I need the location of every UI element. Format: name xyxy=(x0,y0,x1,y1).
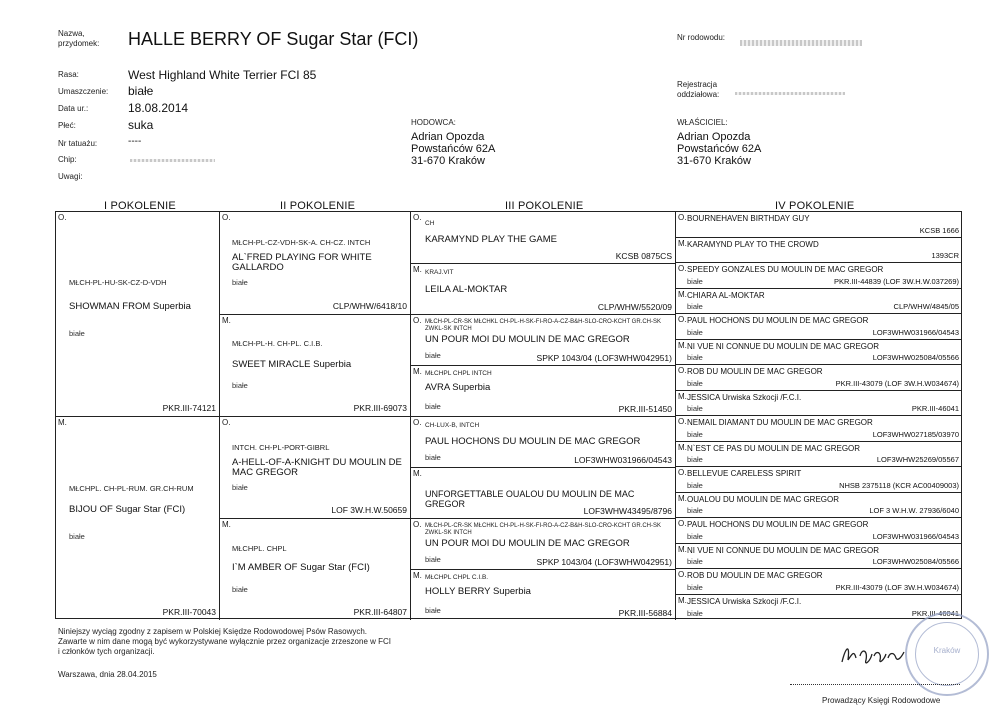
dog-name: HALLE BERRY OF Sugar Star (FCI) xyxy=(128,29,419,49)
dob-label: Data ur.: xyxy=(58,104,89,113)
pedigree-grid xyxy=(55,211,962,619)
breed-value: West Highland White Terrier FCI 85 xyxy=(128,68,317,82)
dog-titles: MŁCHPL CHPL C.I.B. xyxy=(425,574,489,581)
gen4-cell-16 xyxy=(676,595,962,621)
sex-marker: O. xyxy=(678,264,687,273)
sex-marker: O. xyxy=(678,315,687,324)
dog-color: białe xyxy=(687,302,703,311)
dog-registration: PKR.III-74121 xyxy=(162,403,216,413)
sex-marker: O. xyxy=(413,418,422,427)
sex-marker: M. xyxy=(413,571,422,580)
color-label: Umaszczenie: xyxy=(58,87,109,96)
sex-marker: M. xyxy=(222,316,231,325)
dog-registration: CLP/WHW/6418/10 xyxy=(332,301,407,311)
dog-registration: CLP/WHW/5520/09 xyxy=(597,302,672,312)
dog-name-cell: PAUL HOCHONS DU MOULIN DE MAC GREGOR xyxy=(687,316,869,325)
dog-color: białe xyxy=(425,402,441,411)
dog-registration: PKR.III-44839 (LOF 3W.H.W.037269) xyxy=(833,276,959,286)
dog-name-cell: AVRA Superbia xyxy=(425,382,491,393)
dog-registration: PKR.III-43079 (LOF 3W.H.W034674) xyxy=(835,378,959,388)
gen1-dam xyxy=(56,417,220,620)
dog-titles: KRAJ.VIT xyxy=(425,269,454,276)
stamp-text: Kraków xyxy=(933,646,961,655)
dog-titles: MŁCHPL. CHPL xyxy=(232,544,287,553)
dog-color: białe xyxy=(687,582,703,592)
dog-titles: MŁCHPL CHPL INTCH xyxy=(425,370,492,377)
dog-titles: INTCH. CH-PL-PORT-GIBRL xyxy=(232,443,330,452)
breeder-city: 31-670 Kraków xyxy=(411,155,485,167)
gen3-cell-7 xyxy=(411,519,676,570)
dog-name-cell: ROB DU MOULIN DE MAC GREGOR xyxy=(687,367,823,376)
dog-name-cell: I`M AMBER OF Sugar Star (FCI) xyxy=(232,562,370,573)
dog-registration: KCSB 0875CS xyxy=(615,251,672,261)
dog-color: białe xyxy=(232,585,248,594)
gen3-cell-2 xyxy=(411,264,676,315)
gen2-cell-4 xyxy=(220,519,411,620)
dog-registration: PKR.III-43079 (LOF 3W.H.W034674) xyxy=(835,582,959,592)
breed-label: Rasa: xyxy=(58,70,79,79)
owner-label: WŁAŚCICIEL: xyxy=(677,118,728,127)
gen4-cell-8 xyxy=(676,391,962,417)
notes-label: Uwagi: xyxy=(58,172,83,181)
gen3-cell-6 xyxy=(411,468,676,519)
dog-name-cell: SPEEDY GONZALES DU MOULIN DE MAC GREGOR xyxy=(687,265,884,274)
gen4-cell-10 xyxy=(676,442,962,468)
gen4-cell-7 xyxy=(676,365,962,391)
dog-color: białe xyxy=(232,278,248,287)
gen3-cell-5 xyxy=(411,417,676,468)
redacted-chip xyxy=(130,159,215,162)
dog-name-cell: KARAMYND PLAY TO THE CROWD xyxy=(687,239,819,249)
sex-marker: O. xyxy=(678,366,687,375)
dog-titles: MŁCH-PL-HU-SK-CZ-D-VDH xyxy=(69,278,167,287)
gen4-cell-2 xyxy=(676,238,962,264)
dog-registration: SPKP 1043/04 (LOF3WHW042951) xyxy=(536,557,672,567)
registration-label-line2: oddziałowa: xyxy=(677,90,720,99)
place-date: Warszawa, dnia 28.04.2015 xyxy=(58,670,157,679)
sex-marker: M. xyxy=(413,469,422,478)
sex-marker: M. xyxy=(678,289,687,299)
dog-name-cell: SHOWMAN FROM Superbia xyxy=(69,301,191,312)
dog-color: białe xyxy=(232,381,248,390)
gen3-cell-4 xyxy=(411,366,676,417)
redacted-pedigree-number xyxy=(740,40,862,46)
dog-registration: 1393CR xyxy=(931,251,959,260)
registration-label-line1: Rejestracja xyxy=(677,80,718,89)
sex-marker: M. xyxy=(413,367,422,376)
dog-titles: MŁCH-PL-CR-SK MŁCHKL CH-PL-H-SK-FI-RO-A-CZ-B&H-SLO-CRO-KCHT GR.CH-SK ZWKL-SK INTCH xyxy=(425,523,662,536)
dog-registration: PKR.III-69073 xyxy=(353,403,407,413)
gen4-cell-4 xyxy=(676,289,962,315)
generation-header-3: III POKOLENIE xyxy=(505,200,584,212)
gen4-column xyxy=(676,212,962,620)
dog-color: białe xyxy=(425,453,441,462)
generation-header-2: II POKOLENIE xyxy=(280,200,356,212)
dog-name-cell: PAUL HOCHONS DU MOULIN DE MAC GREGOR xyxy=(425,436,641,447)
dog-registration: PKR.III-46041 xyxy=(911,609,959,618)
breeder-street: Powstańców 62A xyxy=(411,143,496,155)
dog-color: białe xyxy=(687,455,703,464)
dog-titles: MŁCH-PL-H. CH-PL. C.I.B. xyxy=(232,339,323,348)
dog-color: białe xyxy=(687,609,703,618)
dog-color: białe xyxy=(687,378,703,388)
gen1-sire xyxy=(56,212,220,417)
dog-color: białe xyxy=(687,531,703,541)
dog-registration: NHSB 2375118 (KCR AC00409003) xyxy=(839,480,959,490)
gen3-cell-3 xyxy=(411,315,676,366)
dog-color: białe xyxy=(687,429,703,439)
gen3-cell-8 xyxy=(411,570,676,620)
dog-color: białe xyxy=(425,351,441,360)
gen4-cell-14 xyxy=(676,544,962,570)
sex-marker: M. xyxy=(413,265,422,274)
gen4-cell-1 xyxy=(676,212,962,238)
dog-name-cell: NEMAIL DIAMANT DU MOULIN DE MAC GREGOR xyxy=(687,418,873,427)
dog-color: białe xyxy=(687,557,703,566)
dog-registration: PKR.III-64807 xyxy=(353,607,407,617)
dog-registration: LOF3WHW031966/04543 xyxy=(872,327,959,337)
dog-color: białe xyxy=(69,329,85,338)
dog-name-cell: CHIARA AL-MOKTAR xyxy=(687,290,765,300)
dog-color: białe xyxy=(425,606,441,615)
gen4-cell-9 xyxy=(676,416,962,442)
dog-name-cell: JESSICA Urwiska Szkocji /F.C.I. xyxy=(687,596,802,606)
dog-color: białe xyxy=(69,532,85,541)
generation-header-4: IV POKOLENIE xyxy=(775,200,855,212)
dog-titles: MŁCH-PL-CR-SK MŁCHKL CH-PL-H-SK-FI-RO-A-CZ-B&H-SLO-CRO-KCHT GR.CH-SK ZWKL-SK INTCH xyxy=(425,319,662,332)
sex-marker: O. xyxy=(413,213,422,222)
sex-marker: O. xyxy=(222,418,231,427)
dog-name-cell: NI VUE NI CONNUE DU MOULIN DE MAC GREGOR xyxy=(687,545,880,555)
breeder-label: HODOWCA: xyxy=(411,118,456,127)
dog-color: białe xyxy=(687,480,703,490)
signature-role: Prowadzący Księgi Rodowodowe xyxy=(822,696,941,705)
dog-titles: CH-LUX-B, INTCH xyxy=(425,422,480,429)
sex-marker: O. xyxy=(678,519,687,528)
tattoo-label: Nr tatuażu: xyxy=(58,139,98,148)
dog-color: białe xyxy=(687,327,703,337)
gen2-cell-1 xyxy=(220,212,411,315)
signature-line xyxy=(790,684,960,685)
dog-color: białe xyxy=(687,404,703,413)
dog-name-cell: N`EST CE PAS DU MOULIN DE MAC GREGOR xyxy=(687,443,861,453)
chip-label: Chip: xyxy=(58,155,77,164)
sex-value: suka xyxy=(128,118,154,132)
dob-value: 18.08.2014 xyxy=(128,101,189,115)
generation-header-1: I POKOLENIE xyxy=(104,200,176,212)
dog-color: białe xyxy=(687,353,703,362)
dog-color: białe xyxy=(232,483,248,492)
pedigree-no-label: Nr rodowodu: xyxy=(677,33,726,42)
sex-marker: O. xyxy=(222,213,231,222)
dog-name-cell: BIJOU OF Sugar Star (FCI) xyxy=(69,504,186,515)
dog-name-cell: BOURNEHAVEN BIRTHDAY GUY xyxy=(687,214,810,223)
gen4-cell-5 xyxy=(676,314,962,340)
dog-name-cell: AL`FRED PLAYING FOR WHITE GALLARDO xyxy=(232,252,372,273)
gen4-cell-3 xyxy=(676,263,962,289)
dog-registration: PKR.III-51450 xyxy=(618,404,672,414)
sex-marker: O. xyxy=(413,520,422,529)
dog-name-cell: NI VUE NI CONNUE DU MOULIN DE MAC GREGOR xyxy=(687,341,880,351)
gen4-cell-13 xyxy=(676,518,962,544)
sex-marker: O. xyxy=(413,316,422,325)
dog-titles: MŁCH-PL-CZ-VDH-SK-A. CH-CZ. INTCH xyxy=(232,238,371,247)
sex-marker: M. xyxy=(678,544,687,554)
owner-name: Adrian Opozda xyxy=(677,131,751,143)
dog-color: białe xyxy=(687,276,703,286)
gen4-cell-6 xyxy=(676,340,962,366)
gen4-cell-11 xyxy=(676,467,962,493)
breeder-name: Adrian Opozda xyxy=(411,131,485,143)
dog-registration: PKR.III-70043 xyxy=(162,607,216,617)
gen4-cell-12 xyxy=(676,493,962,519)
dog-name-cell: SWEET MIRACLE Superbia xyxy=(232,359,352,370)
dog-titles: MŁCHPL. CH-PL-RUM. GR.CH-RUM xyxy=(69,484,194,493)
sex-marker: O. xyxy=(678,468,687,477)
dog-name-cell: BELLEVUE CARELESS SPIRIT xyxy=(687,469,802,478)
dog-name-cell: JESSICA Urwiska Szkocji /F.C.I. xyxy=(687,392,802,402)
gen2-cell-2 xyxy=(220,315,411,417)
dog-registration: LOF3WHW025084/05566 xyxy=(872,557,959,566)
dog-registration: LOF3WHW027185/03970 xyxy=(872,429,959,439)
sex-marker: M. xyxy=(222,520,231,529)
sex-label: Płeć: xyxy=(58,121,76,130)
dog-name-cell: UN POUR MOI DU MOULIN DE MAC GREGOR xyxy=(425,334,630,345)
owner-street: Powstańców 62A xyxy=(677,143,762,155)
sex-marker: O. xyxy=(678,213,687,222)
tattoo-value: ---- xyxy=(128,136,142,147)
dog-color: białe xyxy=(687,506,703,515)
dog-registration: LOF3WHW025084/05566 xyxy=(872,353,959,362)
gen3-cell-1 xyxy=(411,212,676,264)
dog-titles: CH xyxy=(425,220,435,227)
dog-name-cell: PAUL HOCHONS DU MOULIN DE MAC GREGOR xyxy=(687,520,869,529)
dog-registration: LOF 3W.H.W.50659 xyxy=(331,505,407,515)
dog-name-cell: UN POUR MOI DU MOULIN DE MAC GREGOR xyxy=(425,538,630,549)
dog-name-cell: UNFORGETTABLE OUALOU DU MOULIN DE MAC GREGOR xyxy=(425,489,635,509)
sex-marker: O. xyxy=(678,417,687,426)
dog-name-cell: A-HELL-OF-A-KNIGHT DU MOULIN DE MAC GREGOR xyxy=(232,457,402,478)
dog-color: białe xyxy=(425,555,441,564)
dog-registration: CLP/WHW/4845/05 xyxy=(893,302,959,311)
sex-marker: M. xyxy=(58,418,67,427)
dog-name-cell: HOLLY BERRY Superbia xyxy=(425,586,531,597)
dog-name-cell: LEILA AL-MOKTAR xyxy=(425,284,508,295)
redacted-registration xyxy=(735,92,845,95)
dog-registration: LOF3WHW25269/05567 xyxy=(876,455,959,464)
name-label-line2: przydomek: xyxy=(58,39,100,48)
dog-registration: KCSB 1666 xyxy=(919,225,959,235)
sex-marker: M. xyxy=(678,493,687,503)
footer-line-2: Zawarte w nim dane mogą być wykorzystywane wyłącznie przez organizacje zrzeszone w FCI xyxy=(58,637,392,646)
dog-name-cell: OUALOU DU MOULIN DE MAC GREGOR xyxy=(687,494,840,504)
signature xyxy=(838,640,908,670)
sex-marker: O. xyxy=(678,570,687,579)
sex-marker: M. xyxy=(678,391,687,401)
dog-registration: LOF3WHW031966/04543 xyxy=(872,531,959,541)
dog-registration: PKR.III-56884 xyxy=(618,608,672,618)
name-label-line1: Nazwa, xyxy=(58,29,85,38)
owner-city: 31-670 Kraków xyxy=(677,155,751,167)
dog-name-cell: ROB DU MOULIN DE MAC GREGOR xyxy=(687,571,823,580)
dog-registration: LOF3WHW43495/8796 xyxy=(583,506,672,516)
dog-registration: SPKP 1043/04 (LOF3WHW042951) xyxy=(536,353,672,363)
dog-registration: LOF3WHW031966/04543 xyxy=(574,455,672,465)
dog-registration: LOF 3 W.H.W. 27936/6040 xyxy=(869,506,959,515)
sex-marker: M. xyxy=(678,238,687,248)
sex-marker: M. xyxy=(678,442,687,452)
dog-registration: PKR.III-46041 xyxy=(911,404,959,413)
gen4-cell-15 xyxy=(676,569,962,595)
gen2-cell-3 xyxy=(220,417,411,519)
footer-line-3: i członków tych organizacji. xyxy=(58,647,155,656)
sex-marker: M. xyxy=(678,340,687,350)
dog-name-cell: KARAMYND PLAY THE GAME xyxy=(425,234,557,245)
footer-line-1: Niniejszy wyciąg zgodny z zapisem w Polskiej Księdze Rodowodowej Psów Rasowych. xyxy=(58,627,368,636)
sex-marker: M. xyxy=(678,595,687,605)
sex-marker: O. xyxy=(58,213,67,222)
color-value: białe xyxy=(128,84,154,98)
